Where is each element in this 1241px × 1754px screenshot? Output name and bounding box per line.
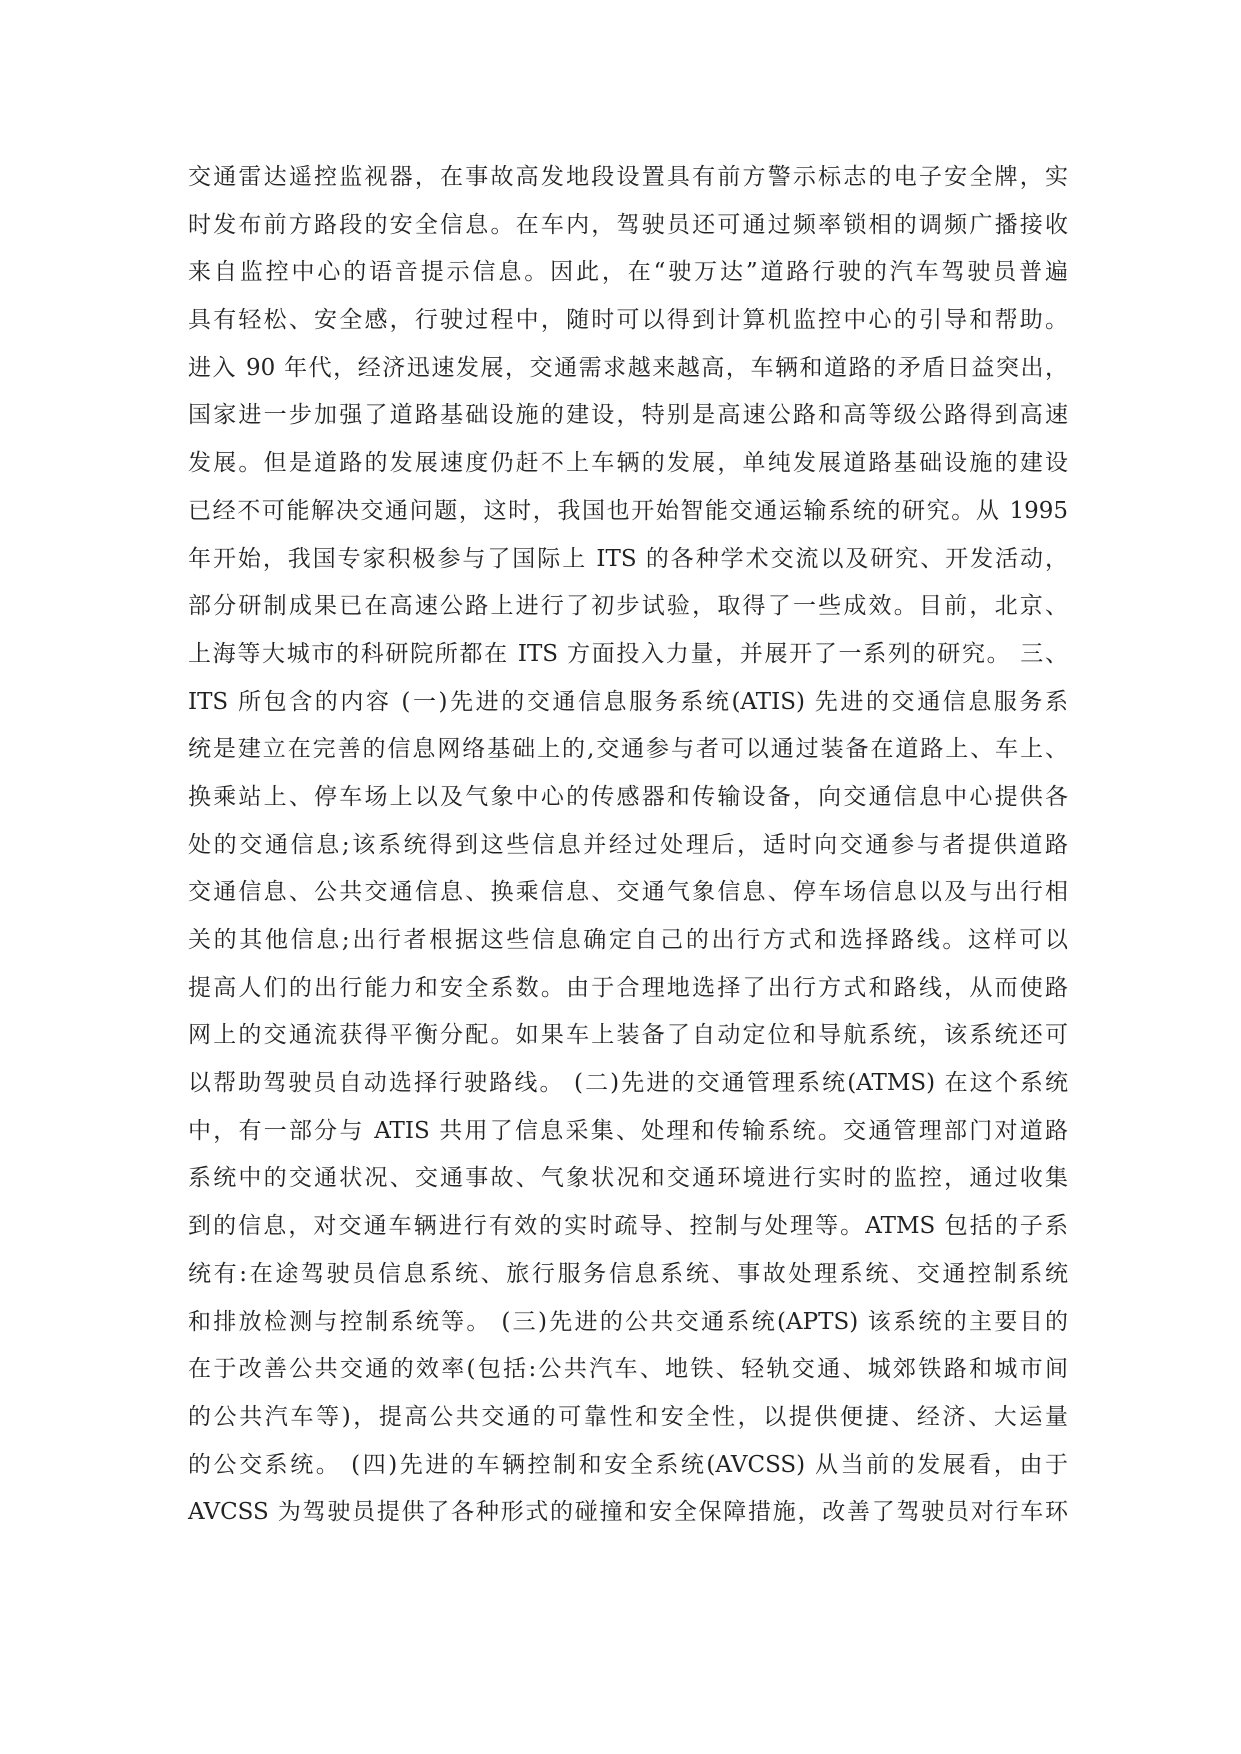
text-line: 交通雷达遥控监视器，在事故高发地段设置具有前方警示标志的电子安全牌，实 bbox=[188, 164, 1068, 190]
text-line: 的公交系统。 (四)先进的车辆控制和安全系统(AVCSS) 从当前的发展看，由于 bbox=[188, 1451, 1068, 1478]
text-line: 交通信息、公共交通信息、换乘信息、交通气象信息、停车场信息以及与出行相 bbox=[188, 879, 1068, 906]
text-line: AVCSS 为驾驶员提供了各种形式的碰撞和安全保障措施，改善了驾驶员对行车环 bbox=[188, 1499, 1068, 1526]
text-line: 和排放检测与控制系统等。 (三)先进的公共交通系统(APTS) 该系统的主要目的 bbox=[188, 1308, 1068, 1335]
text-line: 年开始，我国专家积极参与了国际上 ITS 的各种学术交流以及研究、开发活动， bbox=[188, 545, 1068, 572]
text-line: 的公共汽车等)，提高公共交通的可靠性和安全性，以提供便捷、经济、大运量 bbox=[188, 1403, 1068, 1430]
text-line: 以帮助驾驶员自动选择行驶路线。 (二)先进的交通管理系统(ATMS) 在这个系统 bbox=[188, 1070, 1068, 1097]
text-line: 来自监控中心的语音提示信息。因此，在“驶万达”道路行驶的汽车驾驶员普遍 bbox=[188, 259, 1068, 286]
text-line: 到的信息，对交通车辆进行有效的实时疏导、控制与处理等。ATMS 包括的子系 bbox=[188, 1213, 1068, 1240]
text-line: 统是建立在完善的信息网络基础上的,交通参与者可以通过装备在道路上、车上、 bbox=[188, 736, 1068, 763]
text-line: ITS 所包含的内容 (一)先进的交通信息服务系统(ATIS) 先进的交通信息服务系 bbox=[188, 688, 1068, 715]
text-line: 具有轻松、安全感，行驶过程中，随时可以得到计算机监控中心的引导和帮助。 bbox=[188, 307, 1068, 334]
text-line: 中，有一部分与 ATIS 共用了信息采集、处理和传输系统。交通管理部门对道路 bbox=[188, 1117, 1068, 1144]
text-line: 换乘站上、停车场上以及气象中心的传感器和传输设备，向交通信息中心提供各 bbox=[188, 783, 1068, 810]
text-line: 统有:在途驾驶员信息系统、旅行服务信息系统、事故处理系统、交通控制系统 bbox=[188, 1260, 1068, 1287]
text-line: 进入 90 年代，经济迅速发展，交通需求越来越高，车辆和道路的矛盾日益突出， bbox=[188, 354, 1068, 381]
text-line: 系统中的交通状况、交通事故、气象状况和交通环境进行实时的监控，通过收集 bbox=[188, 1165, 1068, 1192]
text-line: 已经不可能解决交通问题，这时，我国也开始智能交通运输系统的研究。从 1995 bbox=[188, 497, 1068, 524]
text-line: 关的其他信息;出行者根据这些信息确定自己的出行方式和选择路线。这样可以 bbox=[188, 927, 1068, 953]
text-line: 提高人们的出行能力和安全系数。由于合理地选择了出行方式和路线，从而使路 bbox=[188, 974, 1068, 1001]
text-line: 发展。但是道路的发展速度仍赶不上车辆的发展，单纯发展道路基础设施的建设 bbox=[188, 450, 1068, 477]
body-text bbox=[188, 154, 1068, 1537]
text-line: 网上的交通流获得平衡分配。如果车上装备了自动定位和导航系统，该系统还可 bbox=[188, 1022, 1068, 1049]
text-line: 时发布前方路段的安全信息。在车内，驾驶员还可通过频率锁相的调频广播接收 bbox=[188, 211, 1068, 238]
text-line: 部分研制成果已在高速公路上进行了初步试验，取得了一些成效。目前，北京、 bbox=[188, 593, 1068, 620]
text-line: 国家进一步加强了道路基础设施的建设，特别是高速公路和高等级公路得到高速 bbox=[188, 402, 1068, 429]
text-line: 处的交通信息;该系统得到这些信息并经过处理后，适时向交通参与者提供道路 bbox=[188, 831, 1068, 858]
text-line: 上海等大城市的科研院所都在 ITS 方面投入力量，并展开了一系列的研究。 三、 bbox=[188, 640, 1068, 667]
text-line: 在于改善公共交通的效率(包括:公共汽车、地铁、轻轨交通、城郊铁路和城市间 bbox=[188, 1356, 1068, 1383]
